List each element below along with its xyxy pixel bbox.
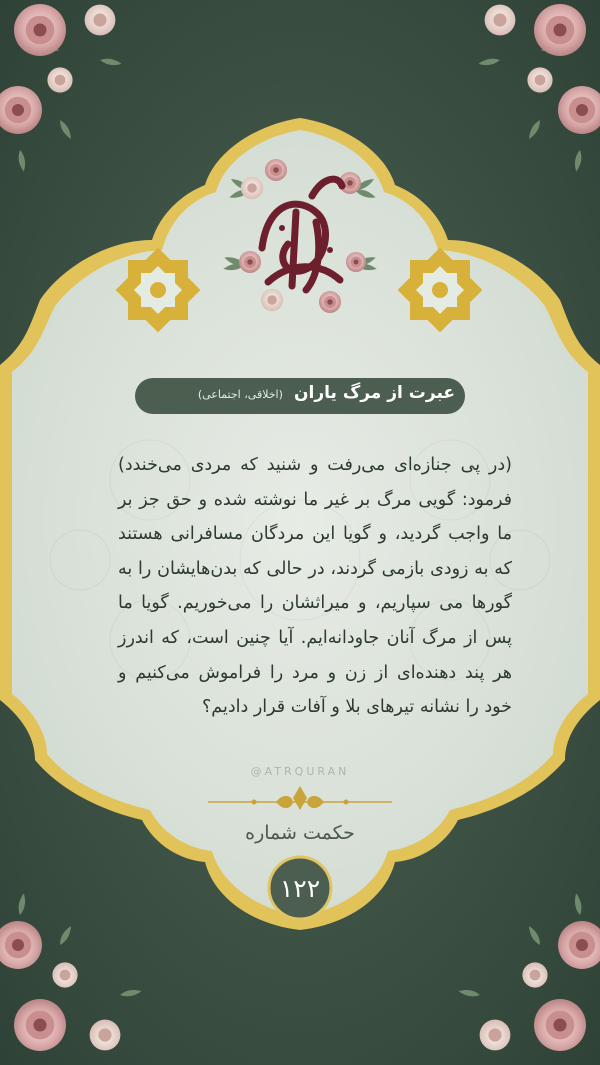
hekmat-label: حکمت شماره <box>245 822 355 844</box>
page-title: عبرت از مرگ یاران <box>294 383 455 403</box>
hadith-text: (در پی جنازه‌ای می‌رفت و شنید که مردی می‌خندد) فرمود: گویی مرگ بر غیر ما نوشته شده و حق جز بر ما واجب گردید، و گویا این مردگان مسافرانی هستند که به زودی بازمی گردند، در حالی که بدن‌هایشان را به گورها می سپاریم، و میراثشان را می‌خوریم. گویا ما پس از مرگ آنان جاودانه‌ایم. آیا چنین است، که اندرز هر پند دهنده‌ای از زن و مرد را فراموش می‌کنیم و خود را نشانه تیرهای بلا و آفات قرار دادیم؟ <box>118 455 512 718</box>
hekmat-number: ۱۲۲ <box>279 874 321 903</box>
title-block <box>0 383 455 409</box>
octagram-ornament-left <box>116 248 201 333</box>
watermark: @ATRQURAN <box>250 765 350 778</box>
category-label: (اخلاقی، اجتماعی) <box>197 388 283 401</box>
octagram-ornament-right <box>398 248 483 333</box>
